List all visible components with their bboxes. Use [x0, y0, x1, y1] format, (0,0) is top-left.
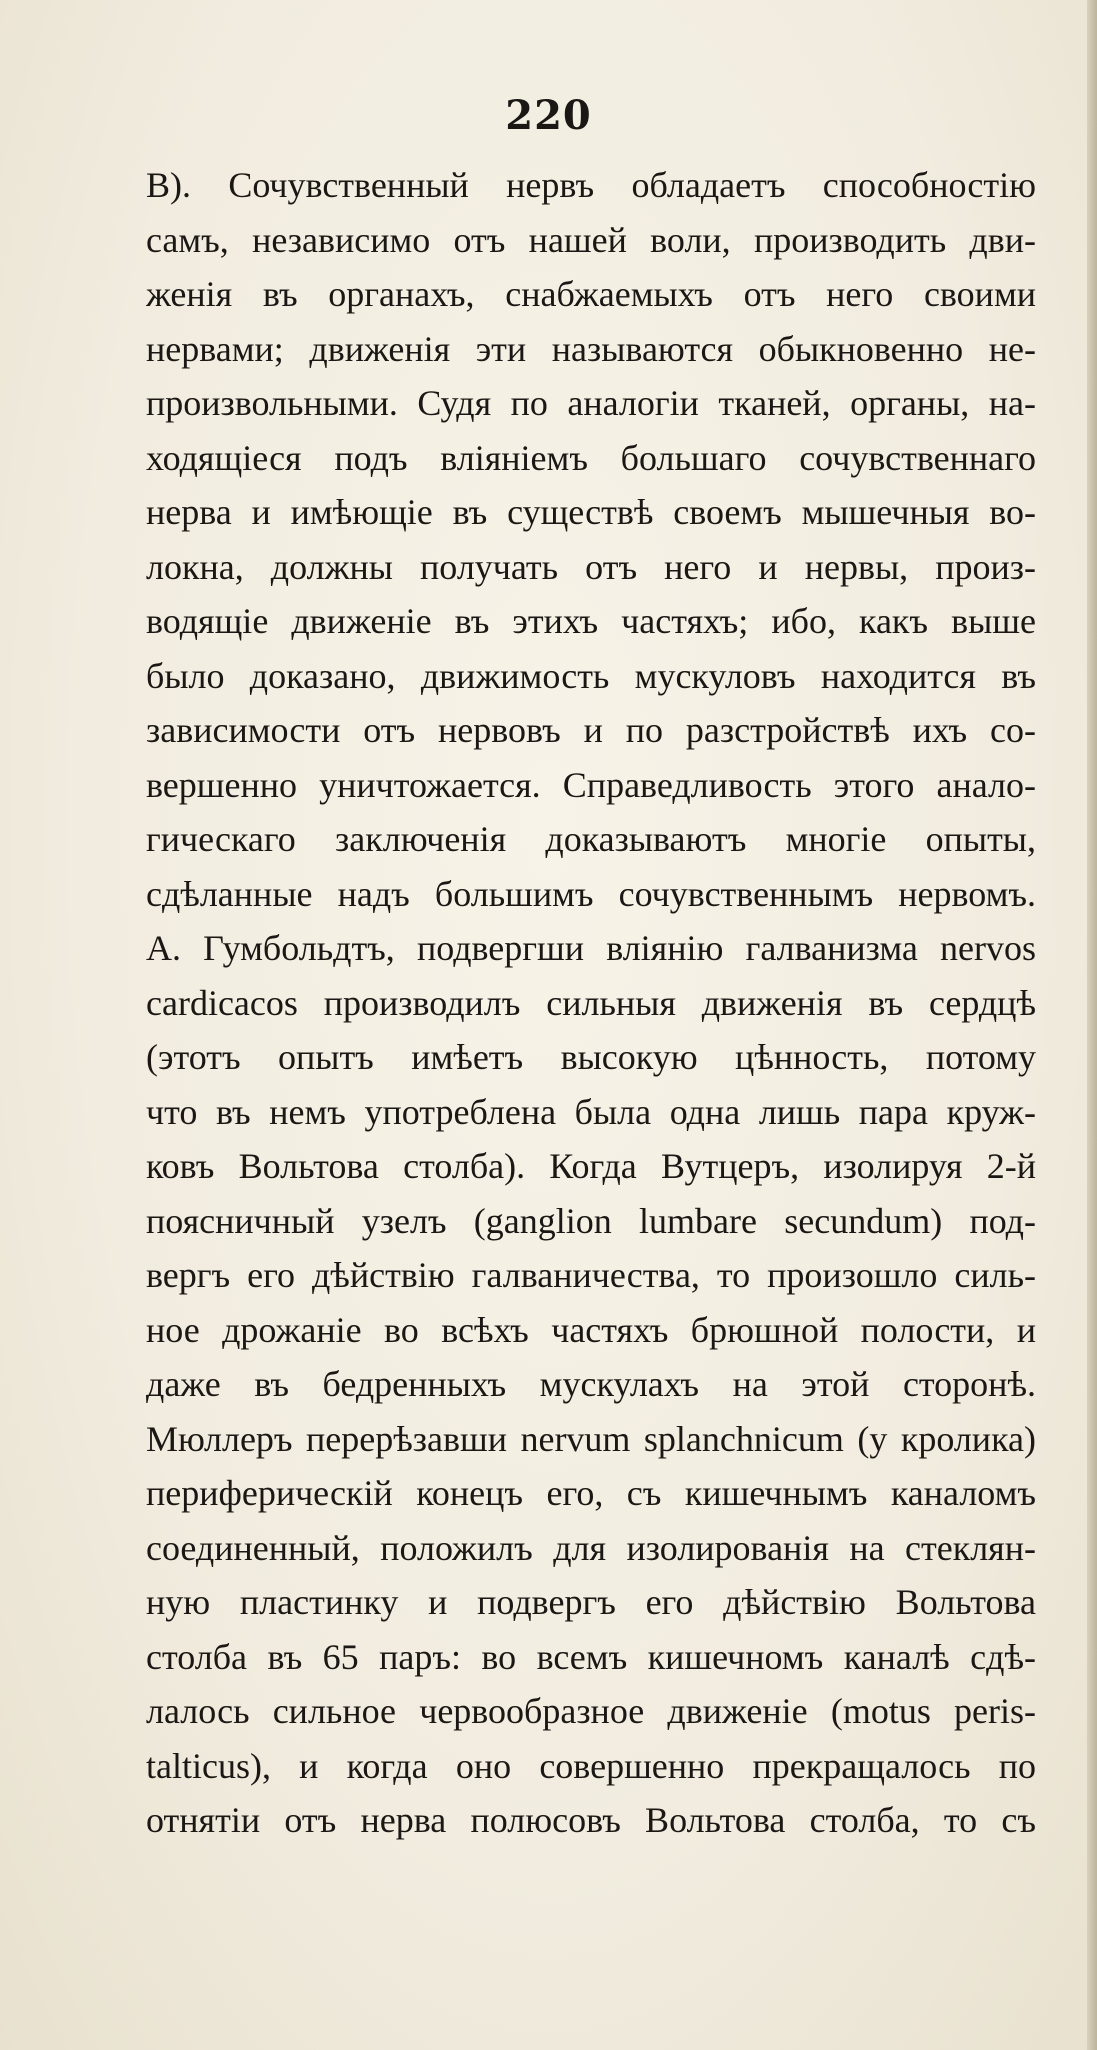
- body-text: [146, 158, 1036, 1848]
- text-line: поясничный узелъ (ganglion lumbare secundum) под-: [146, 1200, 1036, 1241]
- text-line: ковъ Вольтова столба). Когда Вутцеръ, изолируя 2-й: [146, 1146, 1036, 1186]
- text-line: женія въ органахъ, снабжаемыхъ отъ него своими: [146, 274, 1036, 314]
- text-line: Мюллеръ перерѣзавши nervum splanchnicum (у кролика): [146, 1418, 1036, 1459]
- text-line: нервами; движенія эти называются обыкновенно не-: [146, 328, 1036, 369]
- text-line: даже въ бедренныхъ мускулахъ на этой сторонѣ.: [146, 1364, 1036, 1404]
- text-line: ходящіеся подъ вліяніемъ большаго сочувственнаго: [146, 437, 1036, 478]
- text-line: А. Гумбольдтъ, подвергши вліянію галванизма nervos: [146, 928, 1036, 968]
- text-line: гическаго заключенія доказываютъ многіе опыты,: [146, 819, 1036, 859]
- text-line: ное дрожаніе во всѣхъ частяхъ брюшной полости, и: [146, 1309, 1036, 1350]
- text-line: соединенный, положилъ для изолированія на стеклян-: [146, 1527, 1036, 1568]
- text-line: произвольными. Судя по аналогіи тканей, органы, на-: [146, 383, 1036, 423]
- text-line: вергъ его дѣйствію галваничества, то произошло силь-: [146, 1255, 1036, 1295]
- text-line: отнятіи отъ нерва полюсовъ Вольтова столба, то съ: [146, 1800, 1036, 1840]
- text-line: нерва и имѣющіе въ существѣ своемъ мышечныя во-: [146, 492, 1036, 532]
- text-line: столба въ 65 паръ: во всемъ кишечномъ каналѣ сдѣ-: [146, 1636, 1036, 1677]
- text-line: было доказано, движимость мускуловъ находится въ: [146, 655, 1036, 696]
- text-line: зависимости отъ нервовъ и по разстройствѣ ихъ со-: [146, 710, 1036, 750]
- text-line: В). Сочувственный нервъ обладаетъ способностію: [146, 165, 1036, 205]
- text-line: talticus), и когда оно совершенно прекращалось по: [146, 1745, 1036, 1786]
- text-line: (этотъ опытъ имѣетъ высокую цѣнность, потому: [146, 1037, 1036, 1077]
- text-line: локна, должны получать отъ него и нервы, произ-: [146, 546, 1036, 587]
- text-line: что въ немъ употреблена была одна лишь пара круж-: [146, 1091, 1036, 1132]
- text-line: сдѣланные надъ большимъ сочувственнымъ нервомъ.: [146, 873, 1036, 914]
- text-line: водящіе движеніе въ этихъ частяхъ; ибо, какъ выше: [146, 601, 1036, 641]
- text-line: ную пластинку и подвергъ его дѣйствію Вольтова: [146, 1582, 1036, 1622]
- text-line: лалось сильное червообразное движеніе (motus peris-: [146, 1691, 1036, 1731]
- text-line: самъ, независимо отъ нашей воли, производить дви-: [146, 219, 1036, 260]
- text-line: вершенно уничтожается. Справедливость этого анало-: [146, 764, 1036, 805]
- text-line: периферическій конецъ его, съ кишечнымъ каналомъ: [146, 1473, 1036, 1513]
- page-edge: [1087, 0, 1097, 2050]
- text-line: cardicacos производилъ сильныя движенія въ сердцѣ: [146, 982, 1036, 1023]
- page-number: 220: [505, 92, 592, 139]
